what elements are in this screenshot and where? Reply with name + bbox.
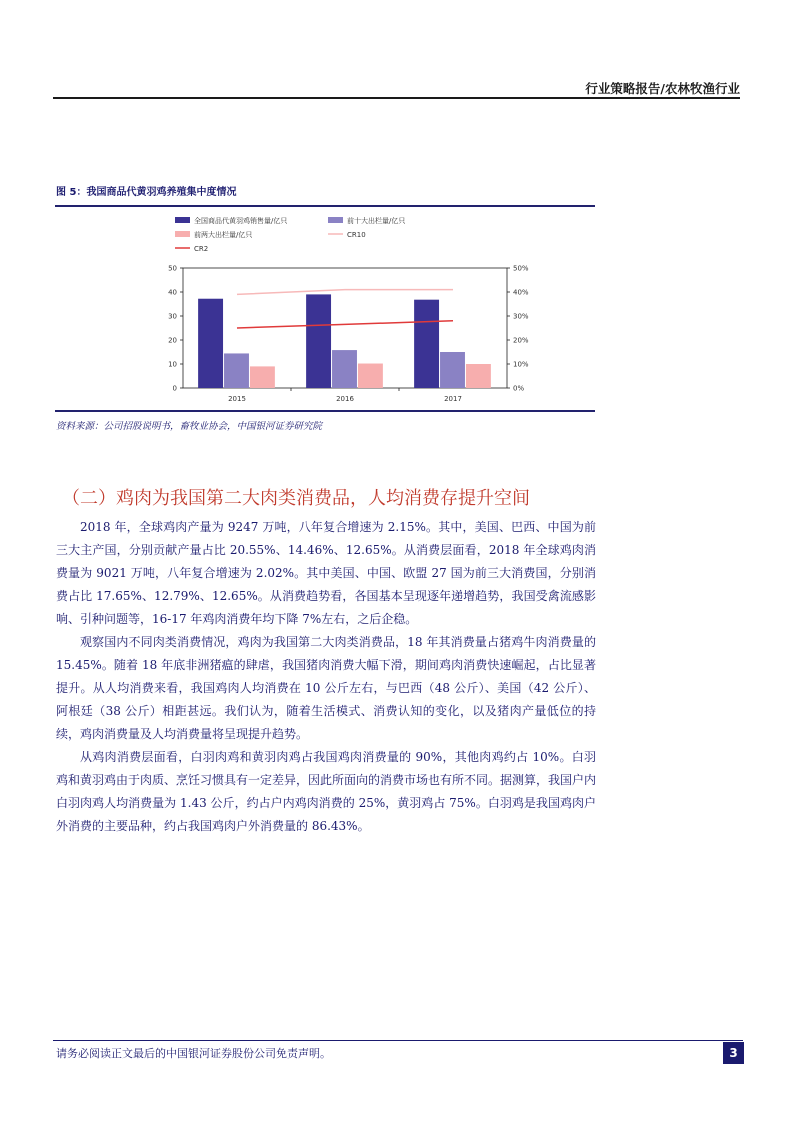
section-heading: （二）鸡肉为我国第二大肉类消费品，人均消费存提升空间 [62,488,530,509]
left-axis-tick-label: 30 [168,312,177,321]
body-paragraph-1: 2018 年，全球鸡肉产量为 9247 万吨，八年复合增速为 2.15%。其中，美国、巴西、中国为前三大主产国，分别贡献产量占比 20.55%、14.46%、12.65%。从消费层面看，2018 年全球鸡肉消费量为 9021 万吨，八年复合增速为 2.02%。其中美国、中国、欧盟 27 国为前三大消费国，分别消费占比 17.65%、12.79%、12.65%。从消费趋势看，各国基本呈现逐年递增趋势，我国受禽流感影响、引种问题等，16-17 年鸡肉消费年均下降 7%左右，之后企稳。 [56,520,596,626]
bar-2-2015 [250,366,275,388]
left-axis-tick-label: 20 [168,336,177,345]
header-divider [53,97,740,99]
body-paragraph-2: 观察国内不同肉类消费情况，鸡肉为我国第二大肉类消费品，18 年其消费量占猪鸡牛肉消费量的 15.45%。随着 18 年底非洲猪瘟的肆虐，我国猪肉消费大幅下滑，期间鸡肉消费快速崛起，占比显著提升。从人均消费来看，我国鸡肉人均消费在 10 公斤左右，与巴西（48 公斤）、美国（42 公斤）、阿根廷（38 公斤）相距甚远。我们认为，随着生活模式、消费认知的变化，以及猪肉产量低位的持续，鸡肉消费量及人均消费量将呈现提升趋势。 [56,635,596,741]
report-header-title: 行业策略报告/农林牧渔行业 [585,81,740,96]
right-axis-tick-label: 10% [513,360,529,369]
bar-1-2015 [224,353,249,388]
bar-1-2016 [332,350,357,388]
chart-plot-area [183,268,507,388]
legend-swatch [175,217,190,223]
legend-swatch [175,231,190,237]
legend-swatch [328,217,343,223]
bar-2-2016 [358,364,383,388]
bar-0-2015 [198,299,223,388]
chart-legend [175,216,405,253]
bar-0-2017 [414,300,439,388]
line-series-CR10 [237,290,453,295]
right-axis-tick-label: 0% [513,384,525,393]
legend-label: CR2 [194,245,209,253]
left-axis-tick-label: 50 [168,264,177,273]
figure-source: 资料来源：公司招股说明书，畜牧业协会，中国银河证券研究院 [56,421,323,432]
page-number: 3 [723,1042,744,1064]
chart-x-axis [228,388,462,403]
right-axis-tick-label: 50% [513,264,529,273]
bar-2-2017 [466,364,491,388]
x-axis-tick-label: 2015 [228,395,246,403]
right-axis-tick-label: 20% [513,336,529,345]
footer-disclaimer: 请务必阅读正文最后的中国银河证券股份公司免责声明。 [56,1047,331,1060]
chart-right-axis [507,265,529,393]
footer-divider [53,1040,743,1041]
legend-label: CR10 [347,231,366,239]
left-axis-tick-label: 0 [172,384,177,393]
x-axis-tick-label: 2016 [336,395,354,403]
right-axis-tick-label: 30% [513,312,529,321]
chart-left-axis [168,265,183,393]
bar-1-2017 [440,352,465,388]
left-axis-tick-label: 40 [168,288,177,297]
figure-chart [55,207,595,410]
figure-bottom-rule [55,410,595,412]
right-axis-tick-label: 40% [513,288,529,297]
bar-0-2016 [306,294,331,388]
x-axis-tick-label: 2017 [444,395,462,403]
body-paragraph-3: 从鸡肉消费层面看，白羽肉鸡和黄羽肉鸡占我国鸡肉消费量的 90%，其他肉鸡约占 10%。白羽鸡和黄羽鸡由于肉质、烹饪习惯具有一定差异，因此所面向的消费市场也有所不同。据测算，我国户内白羽肉鸡人均消费量为 1.43 公斤，约占户内鸡肉消费的 25%，黄羽鸡占 75%。白羽鸡是我国鸡肉户外消费的主要品种，约占我国鸡肉户外消费量的 86.43%。 [56,750,597,833]
left-axis-tick-label: 10 [168,360,177,369]
legend-label: 前十大出栏量/亿只 [347,217,406,225]
figure-title: 图 5：我国商品代黄羽鸡养殖集中度情况 [56,187,237,198]
legend-label: 前两大出栏量/亿只 [194,231,253,239]
legend-label: 全国商品代黄羽鸡销售量/亿只 [194,217,288,225]
